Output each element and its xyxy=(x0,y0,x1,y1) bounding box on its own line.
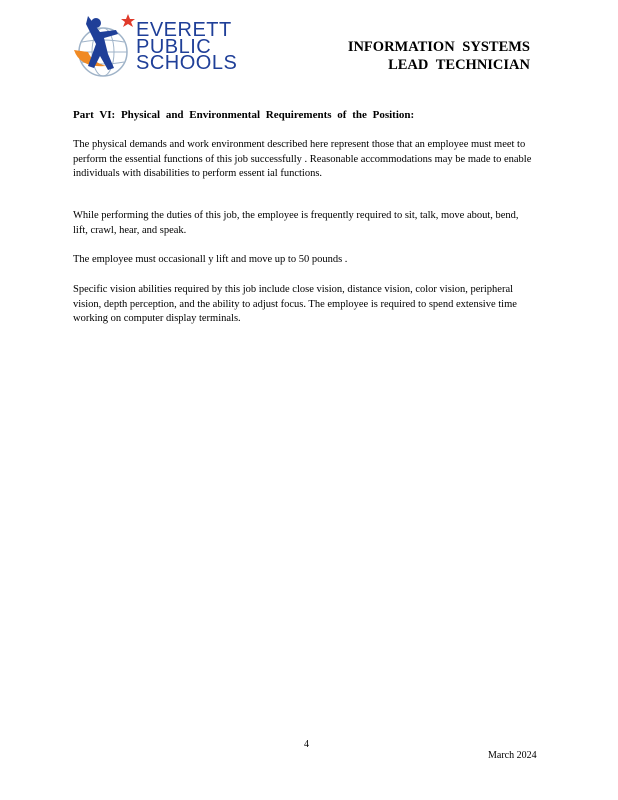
section-heading: Part VI: Physical and Environmental Requirements of the Position: xyxy=(73,109,415,121)
paragraph-physical-demands: The physical demands and work environment described here represent those that an employee must meet to perform the essential functions of this job successfully . Reasonable accommodations may be made to enable individuals with disabilities to perform essent ial functions. xyxy=(73,139,532,179)
paragraph-vision: Specific vision abilities required by this job include close vision, distance vision, color vision, peripheral vision, depth perception, and the ability to adjust focus. The employee is required to spend extensive time working on computer display terminals. xyxy=(73,284,517,324)
job-title-line-2: LEAD TECHNICIAN xyxy=(388,57,530,73)
logo-wordmark xyxy=(136,19,238,74)
logo-line-schools: SCHOOLS xyxy=(136,52,238,74)
footer-date: March 2024 xyxy=(488,750,537,761)
everett-public-schools-logo xyxy=(70,10,240,80)
paragraph-lifting: The employee must occasionall y lift and move up to 50 pounds . xyxy=(73,254,348,265)
paragraph-duties: While performing the duties of this job, the employee is frequently required to sit, talk, move about, bend, lift, crawl, hear, and speak. xyxy=(73,210,519,236)
logo-emblem-icon xyxy=(70,10,140,80)
page-number: 4 xyxy=(304,739,309,750)
job-title-line-1: INFORMATION SYSTEMS xyxy=(347,39,530,55)
logo-line-everett: EVERETT xyxy=(136,19,232,41)
job-title xyxy=(348,38,530,74)
logo-line-public: PUBLIC xyxy=(136,35,212,58)
